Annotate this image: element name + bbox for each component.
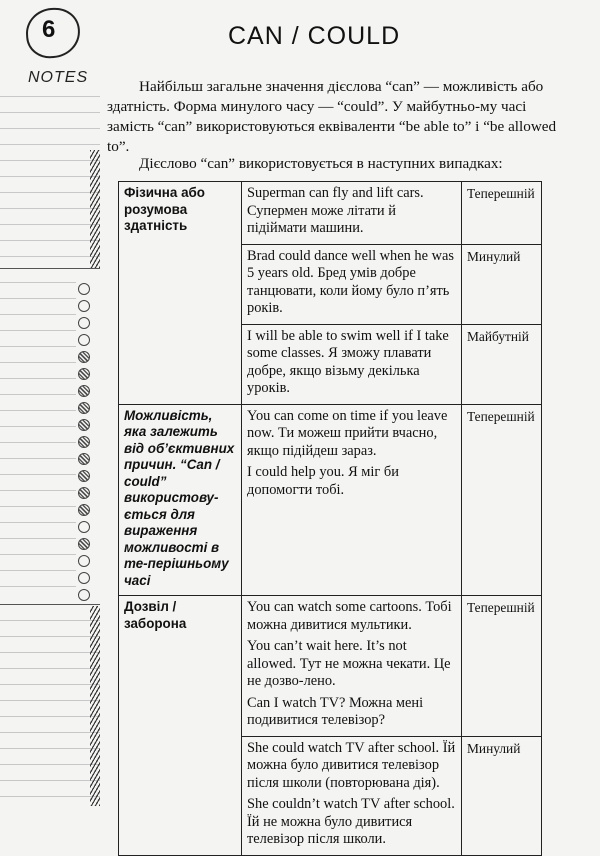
- intro-text: Найбільш загальне значення дієслова “can” — можливість або здатність. Форма минулого часу — “could”. У майбутньо-му часі замість “can” використовуються еквіваленти “be able to” і “be allowed to”.: [107, 78, 557, 155]
- ruled-line: [0, 240, 100, 241]
- example-text: You can watch some cartoons. Тобі можна дивитися мультики.: [247, 599, 452, 633]
- example-text: Superman can fly and lift cars. Супермен може літати й підіймати машини.: [247, 185, 424, 236]
- ruled-line: [0, 748, 100, 749]
- ruled-line: [0, 346, 76, 347]
- tense-cell: Теперешній: [462, 404, 542, 596]
- example-cell: [242, 182, 462, 245]
- example-text: She could watch TV after school. Їй можна було дивитися телевізор після школи (повторювана дія).: [247, 739, 456, 791]
- ruled-line: [0, 128, 100, 129]
- spiral-ring-icon: [78, 453, 90, 465]
- example-text: Brad could dance well when he was 5 years old. Бред умів добре танцювати, коли йому було п’ять років.: [247, 247, 454, 316]
- ruled-line: [0, 378, 76, 379]
- spiral-ring-icon: [78, 589, 90, 601]
- spiral-ring-icon: [78, 334, 90, 346]
- ruled-line: [0, 410, 76, 411]
- ruled-line: [0, 176, 100, 177]
- example-text: You can come on time if you leave now. Ти можеш прийти вчасно, якщо підійдеш зараз.: [247, 407, 448, 459]
- spiral-ring-icon: [78, 300, 90, 312]
- spiral-ring-icon: [78, 521, 90, 533]
- category-cell: Можливість, яка залежить від об’єктивних причин. “Can / could” використову-ється для вираження можливості в те-перішньому часі: [119, 404, 242, 596]
- ruled-line: [0, 330, 76, 331]
- ruled-line: [0, 570, 76, 571]
- intro-paragraph: [107, 77, 569, 157]
- torn-edge-hatching: [90, 606, 100, 806]
- ruled-line: [0, 522, 76, 523]
- tense-cell: Теперешній: [462, 182, 542, 245]
- ruled-line: [0, 684, 100, 685]
- spiral-ring-icon: [78, 385, 90, 397]
- ruled-line: [0, 586, 76, 587]
- tense-cell: Майбутній: [462, 324, 542, 404]
- example-text: I could help you. Я міг би допомогти тобі.: [247, 464, 399, 498]
- ruled-line: [0, 538, 76, 539]
- ruled-line: [0, 668, 100, 669]
- table-row: [119, 596, 542, 737]
- table-row: [119, 182, 542, 245]
- ruled-line: [0, 620, 100, 621]
- ruled-line: [0, 554, 76, 555]
- ruled-line: [0, 112, 100, 113]
- spiral-ring-icon: [78, 538, 90, 550]
- ruled-line: [0, 394, 76, 395]
- example-text: You can’t wait here. It’s not allowed. Тут не можна чекати. Це не дозво-лено.: [247, 638, 451, 689]
- spiral-ring-icon: [78, 351, 90, 363]
- example-text: I will be able to swim well if I take some classes. Я зможу плавати добре, якщо візьму декілька уроків.: [247, 327, 449, 396]
- tense-cell: Минулий: [462, 736, 542, 855]
- spiral-ring-icon: [78, 368, 90, 380]
- ruled-line: [0, 474, 76, 475]
- spiral-ring-icon: [78, 283, 90, 295]
- ruled-line: [0, 426, 76, 427]
- ruled-line: [0, 700, 100, 701]
- page-number: 6: [42, 16, 56, 43]
- ruled-line: [0, 458, 76, 459]
- ruled-line: [0, 144, 100, 145]
- spiral-ring-icon: [78, 555, 90, 567]
- ruled-line: [0, 160, 100, 161]
- ruled-line: [0, 96, 100, 97]
- ruled-line: [0, 490, 76, 491]
- ruled-line: [0, 208, 100, 209]
- example-cell: [242, 244, 462, 324]
- ruled-line: [0, 256, 100, 257]
- page-title: CAN / COULD: [228, 22, 401, 50]
- spiral-ring-icon: [78, 487, 90, 499]
- tense-cell: Теперешній: [462, 596, 542, 737]
- ruled-line: [0, 796, 100, 797]
- ruled-line: [0, 192, 100, 193]
- lead-text: Дієслово “can” використовується в наступних випадках:: [139, 155, 503, 172]
- spiral-ring-icon: [78, 419, 90, 431]
- spiral-ring-icon: [78, 317, 90, 329]
- example-text: She couldn’t watch TV after school. Їй не можна було дивитися телевізор після школи.: [247, 796, 455, 847]
- example-cell: [242, 324, 462, 404]
- spiral-ring-icon: [78, 402, 90, 414]
- category-cell: Дозвіл / заборона: [119, 596, 242, 856]
- table-row: [119, 404, 542, 596]
- notes-margin: [0, 0, 100, 808]
- notes-label: NOTES: [28, 69, 89, 86]
- tense-cell: Минулий: [462, 244, 542, 324]
- torn-edge-hatching: [90, 150, 100, 268]
- spiral-ring-icon: [78, 470, 90, 482]
- ruled-line: [0, 636, 100, 637]
- ruled-line: [0, 298, 76, 299]
- ruled-line: [0, 780, 100, 781]
- ruled-line: [0, 224, 100, 225]
- ruled-line: [0, 314, 76, 315]
- ruled-line: [0, 506, 76, 507]
- lead-paragraph: [107, 154, 569, 174]
- spiral-ring-icon: [78, 572, 90, 584]
- ruled-line: [0, 716, 100, 717]
- ruled-line: [0, 764, 100, 765]
- ruled-line: [0, 732, 100, 733]
- spiral-ring-icon: [78, 504, 90, 516]
- example-cell: [242, 736, 462, 855]
- example-cell: [242, 596, 462, 737]
- ruled-line: [0, 282, 76, 283]
- notepad-edge: [0, 268, 100, 269]
- ruled-line: [0, 362, 76, 363]
- category-cell: Фізична або розумова здатність: [119, 182, 242, 405]
- usage-table: [118, 181, 542, 856]
- example-text: Can I watch TV? Можна мені подивитися телевізор?: [247, 694, 424, 728]
- ruled-line: [0, 442, 76, 443]
- notepad-edge: [0, 604, 100, 605]
- example-cell: [242, 404, 462, 596]
- spiral-ring-icon: [78, 436, 90, 448]
- ruled-line: [0, 652, 100, 653]
